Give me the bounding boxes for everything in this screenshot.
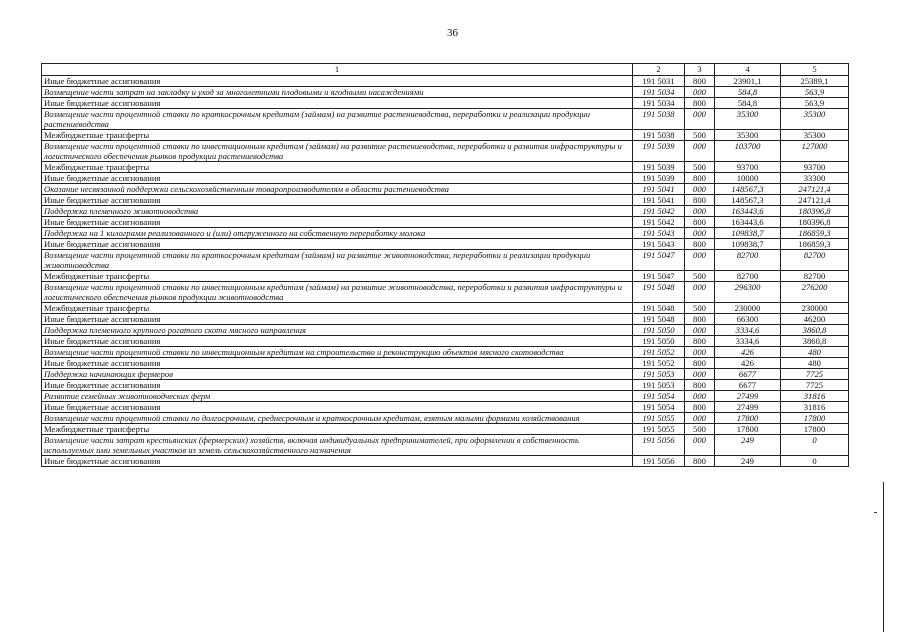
value-col5-cell: 7725 <box>781 369 849 380</box>
value-col4-cell: 17800 <box>715 424 781 435</box>
expense-type-cell: 800 <box>685 76 715 87</box>
value-col5-cell: 247121,4 <box>781 195 849 206</box>
expense-type-cell: 000 <box>685 413 715 424</box>
value-col4-cell: 6677 <box>715 369 781 380</box>
value-col5-cell: 17800 <box>781 424 849 435</box>
value-col5-cell: 186859,3 <box>781 228 849 239</box>
value-col5-cell: 82700 <box>781 250 849 271</box>
expense-type-cell: 800 <box>685 217 715 228</box>
column-header: 4 <box>715 64 781 76</box>
value-col4-cell: 584,8 <box>715 87 781 98</box>
name-cell: Иные бюджетные ассигнования <box>42 98 633 109</box>
value-col5-cell: 180396,8 <box>781 217 849 228</box>
value-col4-cell: 109838,7 <box>715 239 781 250</box>
value-col5-cell: 3860,8 <box>781 336 849 347</box>
code-cell: 191 5039 <box>633 141 685 162</box>
name-cell: Межбюджетные трансферты <box>42 162 633 173</box>
expense-type-cell: 500 <box>685 162 715 173</box>
name-cell: Поддержка племенного крупного рогатого скота мясного направления <box>42 325 633 336</box>
expense-type-cell: 000 <box>685 87 715 98</box>
name-cell: Иные бюджетные ассигнования <box>42 239 633 250</box>
code-cell: 191 5031 <box>633 76 685 87</box>
expense-type-cell: 000 <box>685 109 715 130</box>
table-row <box>42 314 849 325</box>
budget-table <box>41 63 849 467</box>
table-row <box>42 217 849 228</box>
value-col4-cell: 249 <box>715 456 781 467</box>
name-cell: Межбюджетные трансферты <box>42 424 633 435</box>
table-row <box>42 141 849 162</box>
code-cell: 191 5052 <box>633 347 685 358</box>
value-col4-cell: 35300 <box>715 109 781 130</box>
expense-type-cell: 000 <box>685 250 715 271</box>
expense-type-cell: 000 <box>685 347 715 358</box>
table-row <box>42 250 849 271</box>
value-col5-cell: 35300 <box>781 109 849 130</box>
value-col4-cell: 163443,6 <box>715 217 781 228</box>
value-col5-cell: 247121,4 <box>781 184 849 195</box>
code-cell: 191 5039 <box>633 173 685 184</box>
name-cell: Поддержка начинающих фермеров <box>42 369 633 380</box>
code-cell: 191 5054 <box>633 391 685 402</box>
name-cell: Межбюджетные трансферты <box>42 303 633 314</box>
name-cell: Иные бюджетные ассигнования <box>42 195 633 206</box>
value-col5-cell: 7725 <box>781 380 849 391</box>
name-cell: Поддержка на 1 килограмм реализованного и (или) отгруженного на собственную переработку молока <box>42 228 633 239</box>
expense-type-cell: 000 <box>685 325 715 336</box>
value-col4-cell: 109838,7 <box>715 228 781 239</box>
code-cell: 191 5042 <box>633 206 685 217</box>
value-col5-cell: 127000 <box>781 141 849 162</box>
value-col5-cell: 230000 <box>781 303 849 314</box>
value-col5-cell: 180396,8 <box>781 206 849 217</box>
name-cell: Иные бюджетные ассигнования <box>42 217 633 228</box>
value-col5-cell: 480 <box>781 347 849 358</box>
code-cell: 191 5055 <box>633 413 685 424</box>
table-row <box>42 347 849 358</box>
code-cell: 191 5052 <box>633 358 685 369</box>
table-row <box>42 206 849 217</box>
value-col5-cell: 0 <box>781 435 849 456</box>
expense-type-cell: 800 <box>685 402 715 413</box>
value-col5-cell: 25389,1 <box>781 76 849 87</box>
table-row <box>42 380 849 391</box>
value-col4-cell: 10000 <box>715 173 781 184</box>
column-header: 2 <box>633 64 685 76</box>
value-col4-cell: 163443,6 <box>715 206 781 217</box>
expense-type-cell: 000 <box>685 141 715 162</box>
name-cell: Межбюджетные трансферты <box>42 271 633 282</box>
value-col4-cell: 17800 <box>715 413 781 424</box>
value-col4-cell: 148567,3 <box>715 195 781 206</box>
value-col4-cell: 584,8 <box>715 98 781 109</box>
name-cell: Возмещение части процентной ставки по долгосрочным, среднесрочным и краткосрочным кредитам, взятым малыми формами хозяйствования <box>42 413 633 424</box>
table-row <box>42 109 849 130</box>
table-row <box>42 369 849 380</box>
value-col4-cell: 230000 <box>715 303 781 314</box>
name-cell: Иные бюджетные ассигнования <box>42 336 633 347</box>
expense-type-cell: 800 <box>685 239 715 250</box>
name-cell: Иные бюджетные ассигнования <box>42 314 633 325</box>
value-col4-cell: 82700 <box>715 250 781 271</box>
code-cell: 191 5039 <box>633 162 685 173</box>
name-cell: Оказание несвязанной поддержки сельскохозяйственным товаропроизводителям в области растениеводства <box>42 184 633 195</box>
value-col4-cell: 23901,1 <box>715 76 781 87</box>
expense-type-cell: 800 <box>685 314 715 325</box>
expense-type-cell: 800 <box>685 358 715 369</box>
page-number: 36 <box>447 27 458 39</box>
expense-type-cell: 500 <box>685 424 715 435</box>
table-row <box>42 303 849 314</box>
code-cell: 191 5050 <box>633 325 685 336</box>
code-cell: 191 5034 <box>633 98 685 109</box>
value-col5-cell: 31816 <box>781 402 849 413</box>
name-cell: Межбюджетные трансферты <box>42 130 633 141</box>
code-cell: 191 5055 <box>633 424 685 435</box>
value-col5-cell: 93700 <box>781 162 849 173</box>
table-row <box>42 239 849 250</box>
name-cell: Иные бюджетные ассигнования <box>42 380 633 391</box>
table-row <box>42 271 849 282</box>
value-col4-cell: 27499 <box>715 402 781 413</box>
code-cell: 191 5042 <box>633 217 685 228</box>
table-row <box>42 130 849 141</box>
table-row <box>42 358 849 369</box>
column-header: 5 <box>781 64 849 76</box>
table-row <box>42 402 849 413</box>
value-col4-cell: 3334,6 <box>715 336 781 347</box>
code-cell: 191 5047 <box>633 250 685 271</box>
expense-type-cell: 800 <box>685 98 715 109</box>
code-cell: 191 5043 <box>633 239 685 250</box>
name-cell: Иные бюджетные ассигнования <box>42 358 633 369</box>
table-row <box>42 184 849 195</box>
code-cell: 191 5038 <box>633 109 685 130</box>
code-cell: 191 5048 <box>633 314 685 325</box>
table-row <box>42 98 849 109</box>
expense-type-cell: 000 <box>685 391 715 402</box>
code-cell: 191 5048 <box>633 303 685 314</box>
code-cell: 191 5041 <box>633 184 685 195</box>
table-row <box>42 87 849 98</box>
expense-type-cell: 500 <box>685 271 715 282</box>
expense-type-cell: 800 <box>685 380 715 391</box>
value-col4-cell: 296300 <box>715 282 781 303</box>
expense-type-cell: 800 <box>685 456 715 467</box>
value-col4-cell: 35300 <box>715 130 781 141</box>
table-body <box>42 76 849 467</box>
code-cell: 191 5048 <box>633 282 685 303</box>
name-cell: Иные бюджетные ассигнования <box>42 173 633 184</box>
value-col5-cell: 563,9 <box>781 87 849 98</box>
value-col4-cell: 426 <box>715 358 781 369</box>
value-col4-cell: 27499 <box>715 391 781 402</box>
expense-type-cell: 000 <box>685 228 715 239</box>
value-col5-cell: 3860,8 <box>781 325 849 336</box>
name-cell: Иные бюджетные ассигнования <box>42 456 633 467</box>
name-cell: Возмещение части затрат крестьянских (фермерских) хозяйств, включая индивидуальных предпринимателей, при оформлении в собственность используемых ими земельных участков из земель сельскохозяйственного назначения <box>42 435 633 456</box>
name-cell: Иные бюджетные ассигнования <box>42 402 633 413</box>
table-row <box>42 424 849 435</box>
table-row <box>42 435 849 456</box>
value-col5-cell: 35300 <box>781 130 849 141</box>
expense-type-cell: 800 <box>685 195 715 206</box>
name-cell: Возмещение части процентной ставки по инвестиционным кредитам (займам) на развитие растениеводства, переработки и развития инфраструктуры и логистического обеспечения рынков продукции растениеводства <box>42 141 633 162</box>
value-col4-cell: 3334,6 <box>715 325 781 336</box>
value-col5-cell: 33300 <box>781 173 849 184</box>
value-col5-cell: 46200 <box>781 314 849 325</box>
expense-type-cell: 800 <box>685 336 715 347</box>
value-col4-cell: 426 <box>715 347 781 358</box>
table-row <box>42 391 849 402</box>
name-cell: Поддержка племенного животноводства <box>42 206 633 217</box>
code-cell: 191 5056 <box>633 435 685 456</box>
value-col4-cell: 103700 <box>715 141 781 162</box>
margin-line <box>883 482 884 632</box>
code-cell: 191 5043 <box>633 228 685 239</box>
value-col4-cell: 6677 <box>715 380 781 391</box>
table-row <box>42 336 849 347</box>
name-cell: Иные бюджетные ассигнования <box>42 76 633 87</box>
code-cell: 191 5054 <box>633 402 685 413</box>
table-row <box>42 282 849 303</box>
expense-type-cell: 800 <box>685 173 715 184</box>
expense-type-cell: 000 <box>685 369 715 380</box>
expense-type-cell: 000 <box>685 184 715 195</box>
table-row <box>42 173 849 184</box>
value-col5-cell: 31816 <box>781 391 849 402</box>
name-cell: Возмещение части процентной ставки по краткосрочным кредитам (займам) на развитие растениеводства, переработки и реализации продукции растениеводства <box>42 109 633 130</box>
header-row <box>42 64 849 76</box>
table-row <box>42 413 849 424</box>
value-col5-cell: 480 <box>781 358 849 369</box>
expense-type-cell: 000 <box>685 435 715 456</box>
name-cell: Развитие семейных животноводческих ферм <box>42 391 633 402</box>
table-row <box>42 195 849 206</box>
table-row <box>42 162 849 173</box>
expense-type-cell: 500 <box>685 303 715 314</box>
value-col5-cell: 0 <box>781 456 849 467</box>
expense-type-cell: 000 <box>685 206 715 217</box>
code-cell: 191 5047 <box>633 271 685 282</box>
value-col4-cell: 66300 <box>715 314 781 325</box>
code-cell: 191 5053 <box>633 369 685 380</box>
code-cell: 191 5038 <box>633 130 685 141</box>
value-col5-cell: 563,9 <box>781 98 849 109</box>
margin-dash <box>874 512 877 513</box>
code-cell: 191 5056 <box>633 456 685 467</box>
value-col5-cell: 82700 <box>781 271 849 282</box>
value-col5-cell: 186859,3 <box>781 239 849 250</box>
expense-type-cell: 500 <box>685 130 715 141</box>
value-col5-cell: 276200 <box>781 282 849 303</box>
value-col4-cell: 148567,3 <box>715 184 781 195</box>
expense-type-cell: 000 <box>685 282 715 303</box>
code-cell: 191 5041 <box>633 195 685 206</box>
table-row <box>42 76 849 87</box>
value-col4-cell: 93700 <box>715 162 781 173</box>
value-col5-cell: 17800 <box>781 413 849 424</box>
name-cell: Возмещение части процентной ставки по инвестиционным кредитам (займам) на развитие животноводства, переработки и развития инфраструктуры и логистического обеспечения рынков продукции животноводства <box>42 282 633 303</box>
column-header: 3 <box>685 64 715 76</box>
name-cell: Возмещение части затрат на закладку и уход за многолетними плодовыми и ягодными насаждениями <box>42 87 633 98</box>
value-col4-cell: 82700 <box>715 271 781 282</box>
table-row <box>42 325 849 336</box>
value-col4-cell: 249 <box>715 435 781 456</box>
code-cell: 191 5034 <box>633 87 685 98</box>
code-cell: 191 5053 <box>633 380 685 391</box>
table-row <box>42 456 849 467</box>
column-header: 1 <box>42 64 633 76</box>
table-row <box>42 228 849 239</box>
name-cell: Возмещение части процентной ставки по инвестиционным кредитам на строительство и реконструкцию объектов мясного скотоводства <box>42 347 633 358</box>
code-cell: 191 5050 <box>633 336 685 347</box>
name-cell: Возмещение части процентной ставки по краткосрочным кредитам (займам) на развитие животноводства, переработки и реализации продукции животноводства <box>42 250 633 271</box>
